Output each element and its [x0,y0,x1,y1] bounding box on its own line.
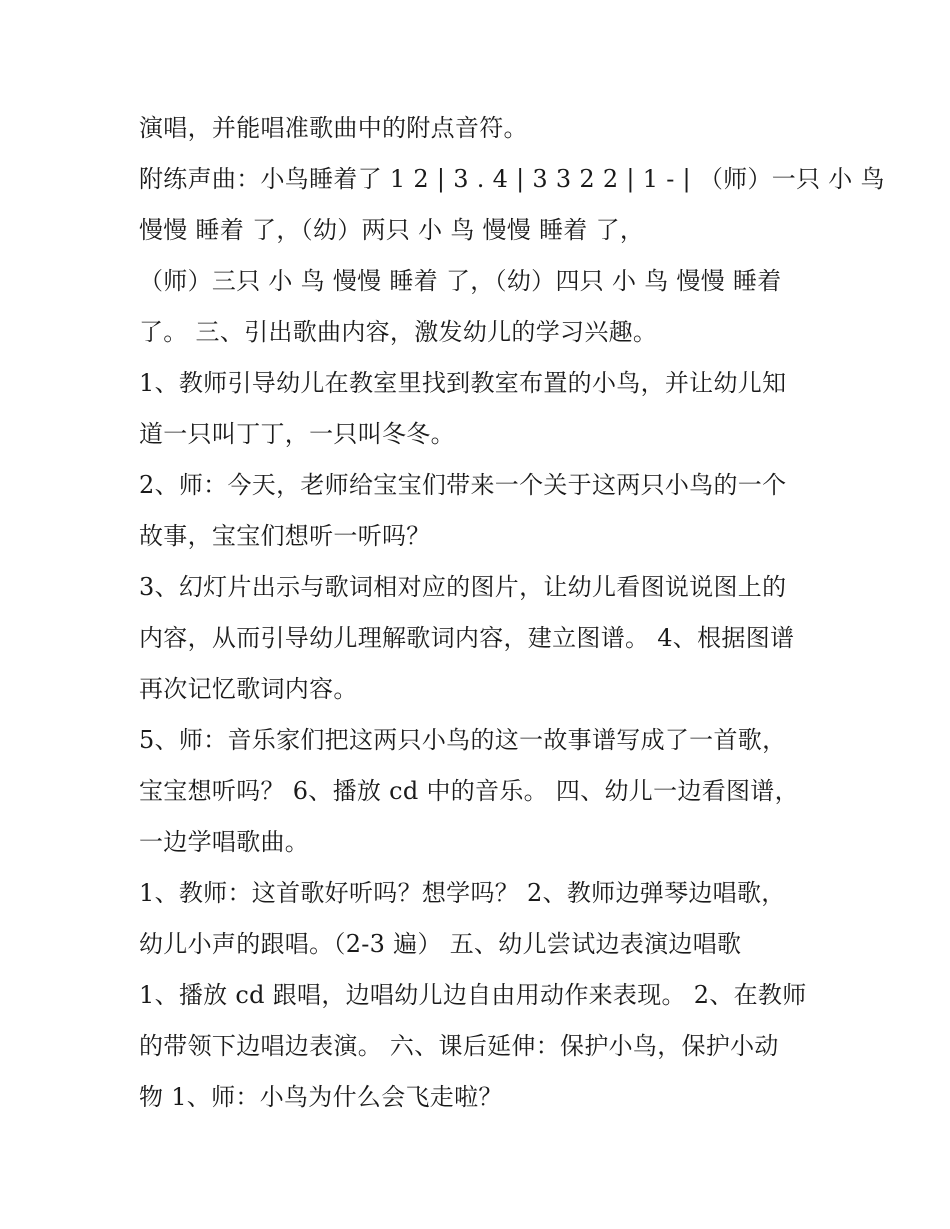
text-line: 物 1、师：小鸟为什么会飞走啦？ [139,1083,503,1111]
document-body [139,103,885,1123]
text-line: 附练声曲：小鸟睡着了 1 2 | 3 . 4 | 3 3 2 2 | 1 - | （师）一只 小 鸟 [139,165,885,193]
text-line: 内容，从而引导幼儿理解歌词内容，建立图谱。 4、根据图谱 [139,624,795,652]
text-line: 一边学唱歌曲。 [139,828,310,856]
text-line: 演唱，并能唱准歌曲中的附点音符。 [139,114,528,142]
text-line: 1、播放 cd 跟唱，边唱幼儿边自由用动作来表现。 2、在教师 [139,981,807,1009]
text-line: （师）三只 小 鸟 慢慢 睡着 了，（幼）四只 小 鸟 慢慢 睡着 [139,267,782,295]
text-line: 5、师：音乐家们把这两只小鸟的这一故事谱写成了一首歌， [139,726,787,754]
text-line: 再次记忆歌词内容。 [139,675,358,703]
text-line: 了。 三、引出歌曲内容，激发幼儿的学习兴趣。 [139,318,658,346]
text-line: 3、幻灯片出示与歌词相对应的图片，让幼儿看图说说图上的 [139,573,787,601]
text-line: 幼儿小声的跟唱。（2-3 遍） 五、幼儿尝试边表演边唱歌 [139,930,742,958]
text-line: 的带领下边唱边表演。 六、课后延伸：保护小鸟，保护小动 [139,1032,779,1060]
text-line: 道一只叫丁丁，一只叫冬冬。 [139,420,455,448]
text-line: 1、教师引导幼儿在教室里找到教室布置的小鸟，并让幼儿知 [139,369,787,397]
text-line: 慢慢 睡着 了，（幼）两只 小 鸟 慢慢 睡着 了， [139,216,645,244]
text-line: 宝宝想听吗？ 6、播放 cd 中的音乐。 四、幼儿一边看图谱， [139,777,799,805]
text-line: 1、教师：这首歌好听吗？想学吗？ 2、教师边弹琴边唱歌， [139,879,786,907]
text-line: 故事，宝宝们想听一听吗？ [139,522,431,550]
text-line: 2、师：今天，老师给宝宝们带来一个关于这两只小鸟的一个 [139,471,787,499]
